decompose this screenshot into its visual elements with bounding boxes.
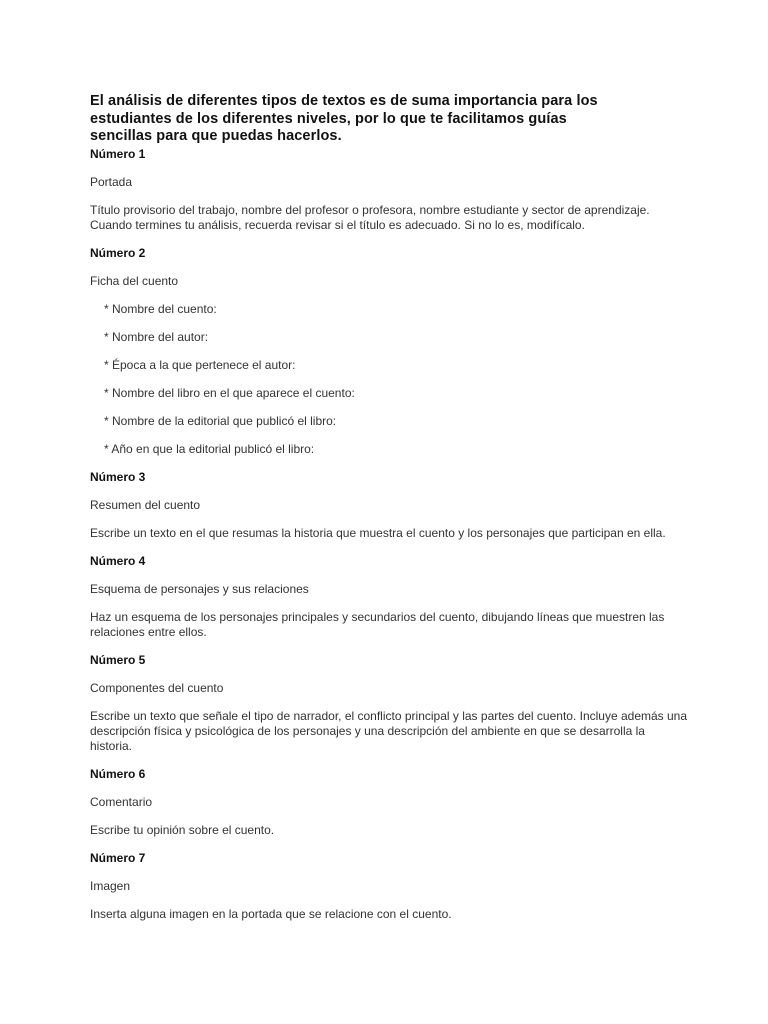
section-subtitle: Portada: [90, 174, 133, 189]
document-title: El análisis de diferentes tipos de textos es de suma importancia para los estudiantes de los diferentes niveles, por lo que te facilitamos guías sencillas para que puedas hacerlos.: [90, 93, 598, 144]
section-subtitle: Imagen: [90, 878, 131, 893]
section-1: [90, 147, 690, 233]
section-body: Escribe un texto que señale el tipo de narrador, el conflicto principal y las partes del cuento. Incluye además una descripción física y psicológica de los personajes y una descripción del ambiente en que se desarrolla la historia.: [90, 708, 688, 753]
section-body: Escribe un texto en el que resumas la historia que muestra el cuento y los personajes que participan en ella.: [90, 525, 666, 540]
section-body: Escribe tu opinión sobre el cuento.: [90, 822, 275, 837]
section-6: [90, 767, 690, 838]
section-heading: Número 5: [90, 652, 146, 667]
document-page: [90, 93, 690, 922]
section-7: [90, 851, 690, 922]
section-subtitle: Resumen del cuento: [90, 497, 201, 512]
section-heading: Número 6: [90, 766, 146, 781]
section-2: [90, 246, 690, 457]
section-subtitle: Ficha del cuento: [90, 273, 179, 288]
section-3: [90, 470, 690, 541]
list-item: * Año en que la editorial publicó el libro:: [104, 441, 315, 456]
list-item: * Nombre del autor:: [104, 329, 209, 344]
section-heading: Número 2: [90, 245, 146, 260]
section-body: Título provisorio del trabajo, nombre del profesor o profesora, nombre estudiante y sector de aprendizaje. Cuando termines tu análisis, recuerda revisar si el título es adecuado. Si no lo es, modifícalo.: [90, 202, 650, 232]
section-body: Inserta alguna imagen en la portada que se relacione con el cuento.: [90, 906, 452, 921]
section-subtitle: Componentes del cuento: [90, 680, 224, 695]
section-heading: Número 1: [90, 146, 146, 161]
list-item: * Nombre del libro en el que aparece el cuento:: [104, 385, 355, 400]
section-subtitle: Comentario: [90, 794, 153, 809]
list-item: * Nombre de la editorial que publicó el libro:: [104, 413, 337, 428]
list-item: * Nombre del cuento:: [104, 301, 217, 316]
section-heading: Número 7: [90, 850, 146, 865]
section-heading: Número 4: [90, 553, 146, 568]
list-item: * Época a la que pertenece el autor:: [104, 357, 296, 372]
section-4: [90, 554, 690, 640]
section-heading: Número 3: [90, 469, 146, 484]
section-subtitle: Esquema de personajes y sus relaciones: [90, 581, 309, 596]
section-body: Haz un esquema de los personajes principales y secundarios del cuento, dibujando líneas que muestren las relaciones entre ellos.: [90, 609, 665, 639]
section-5: [90, 653, 690, 754]
